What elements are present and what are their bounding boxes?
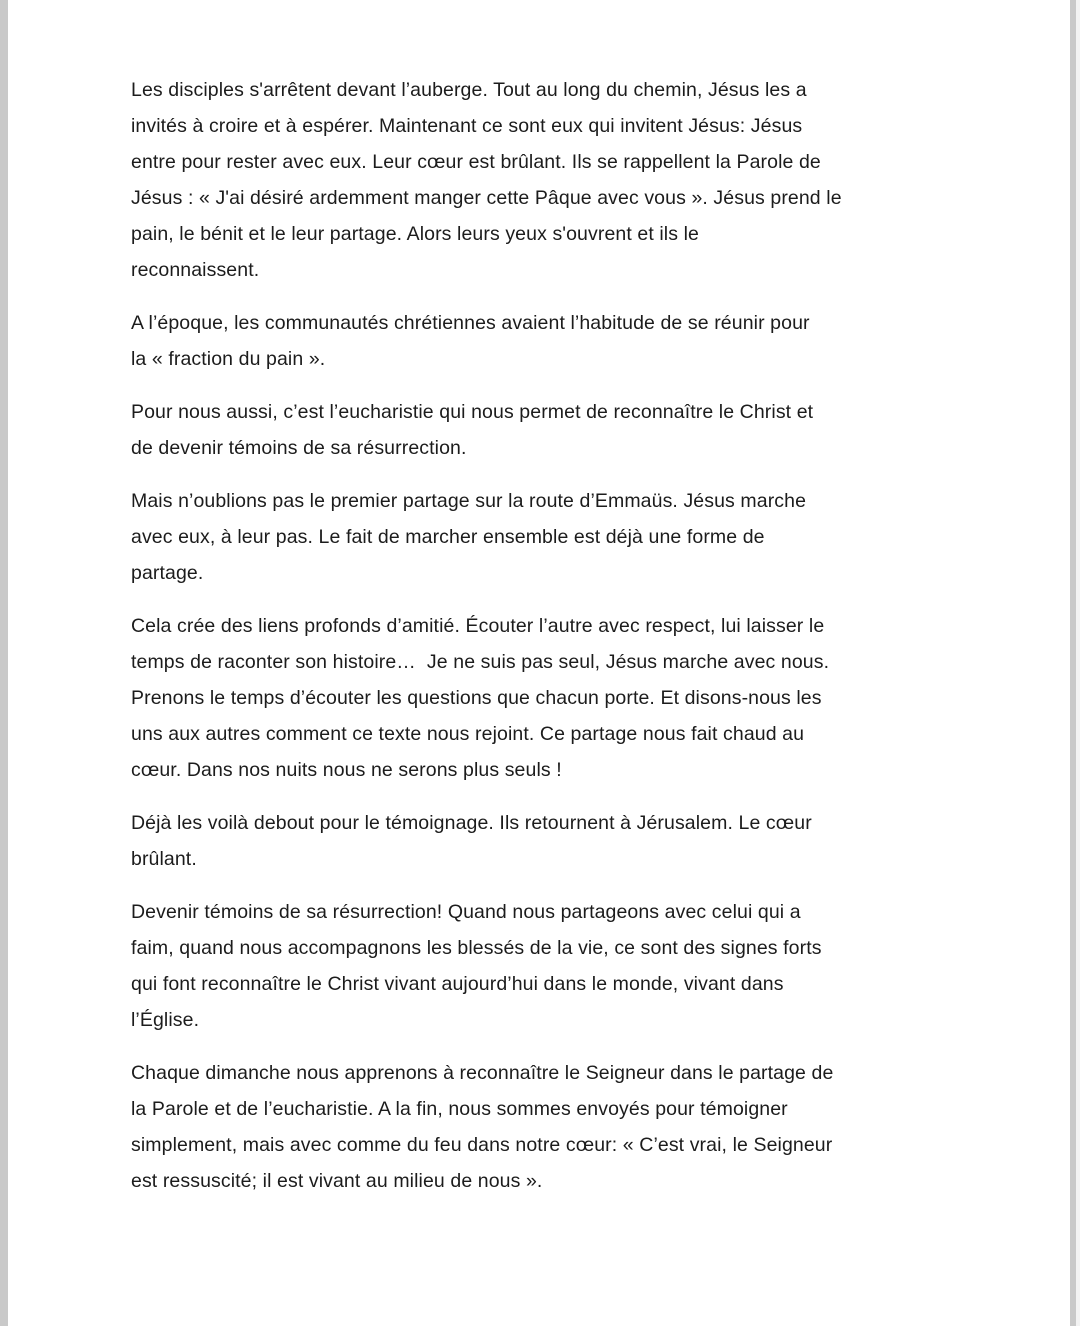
text-line: Les disciples s'arrêtent devant l’auberge. Tout au long du chemin, Jésus les a: [131, 79, 807, 101]
text-line: pain, le bénit et le leur partage. Alors leurs yeux s'ouvrent et ils le: [131, 223, 699, 245]
page-right-edge-soft: [1076, 0, 1080, 1326]
text-line: entre pour rester avec eux. Leur cœur est brûlant. Ils se rappellent la Parole de: [131, 151, 821, 173]
text-line: la Parole et de l’eucharistie. A la fin, nous sommes envoyés pour témoigner: [131, 1098, 788, 1120]
text-line: qui font reconnaître le Christ vivant aujourd’hui dans le monde, vivant dans: [131, 973, 784, 995]
paragraph: [131, 894, 967, 1038]
paragraph: [131, 483, 967, 591]
page-left-edge: [0, 0, 8, 1326]
paragraph: [131, 608, 967, 788]
text-line: Jésus : « J'ai désiré ardemment manger cette Pâque avec vous ». Jésus prend le: [131, 187, 842, 209]
text-line: brûlant.: [131, 848, 197, 870]
text-line: l’Église.: [131, 1009, 200, 1031]
text-line: invités à croire et à espérer. Maintenant ce sont eux qui invitent Jésus: Jésus: [131, 115, 803, 137]
text-line: faim, quand nous accompagnons les blessés de la vie, ce sont des signes forts: [131, 937, 822, 959]
text-line: Prenons le temps d’écouter les questions que chacun porte. Et disons-nous les: [131, 687, 822, 709]
page-right-edge: [1070, 0, 1076, 1326]
document-body: [131, 72, 967, 1216]
text-line: Chaque dimanche nous apprenons à reconnaître le Seigneur dans le partage de: [131, 1062, 834, 1084]
paragraph: [131, 305, 967, 377]
text-line: avec eux, à leur pas. Le fait de marcher ensemble est déjà une forme de: [131, 526, 765, 548]
text-line: A l’époque, les communautés chrétiennes avaient l’habitude de se réunir pour: [131, 312, 810, 334]
text-line: uns aux autres comment ce texte nous rejoint. Ce partage nous fait chaud au: [131, 723, 805, 745]
text-line: reconnaissent.: [131, 259, 260, 281]
text-line: Cela crée des liens profonds d’amitié. Écouter l’autre avec respect, lui laisser le: [131, 615, 825, 637]
text-line: de devenir témoins de sa résurrection.: [131, 437, 467, 459]
text-line: temps de raconter son histoire… Je ne suis pas seul, Jésus marche avec nous.: [131, 651, 830, 673]
text-line: la « fraction du pain ».: [131, 348, 326, 370]
paragraph: [131, 72, 967, 288]
text-line: cœur. Dans nos nuits nous ne serons plus seuls !: [131, 759, 562, 781]
text-line: Déjà les voilà debout pour le témoignage. Ils retournent à Jérusalem. Le cœur: [131, 812, 812, 834]
text-line: est ressuscité; il est vivant au milieu de nous ».: [131, 1170, 543, 1192]
text-line: Mais n’oublions pas le premier partage sur la route d’Emmaüs. Jésus marche: [131, 490, 807, 512]
text-line: simplement, mais avec comme du feu dans notre cœur: « C’est vrai, le Seigneur: [131, 1134, 833, 1156]
text-line: Devenir témoins de sa résurrection! Quand nous partageons avec celui qui a: [131, 901, 801, 923]
text-line: partage.: [131, 562, 204, 584]
paragraph: [131, 394, 967, 466]
text-line: Pour nous aussi, c’est l’eucharistie qui nous permet de reconnaître le Christ et: [131, 401, 814, 423]
paragraph: [131, 805, 967, 877]
paragraph: [131, 1055, 967, 1199]
